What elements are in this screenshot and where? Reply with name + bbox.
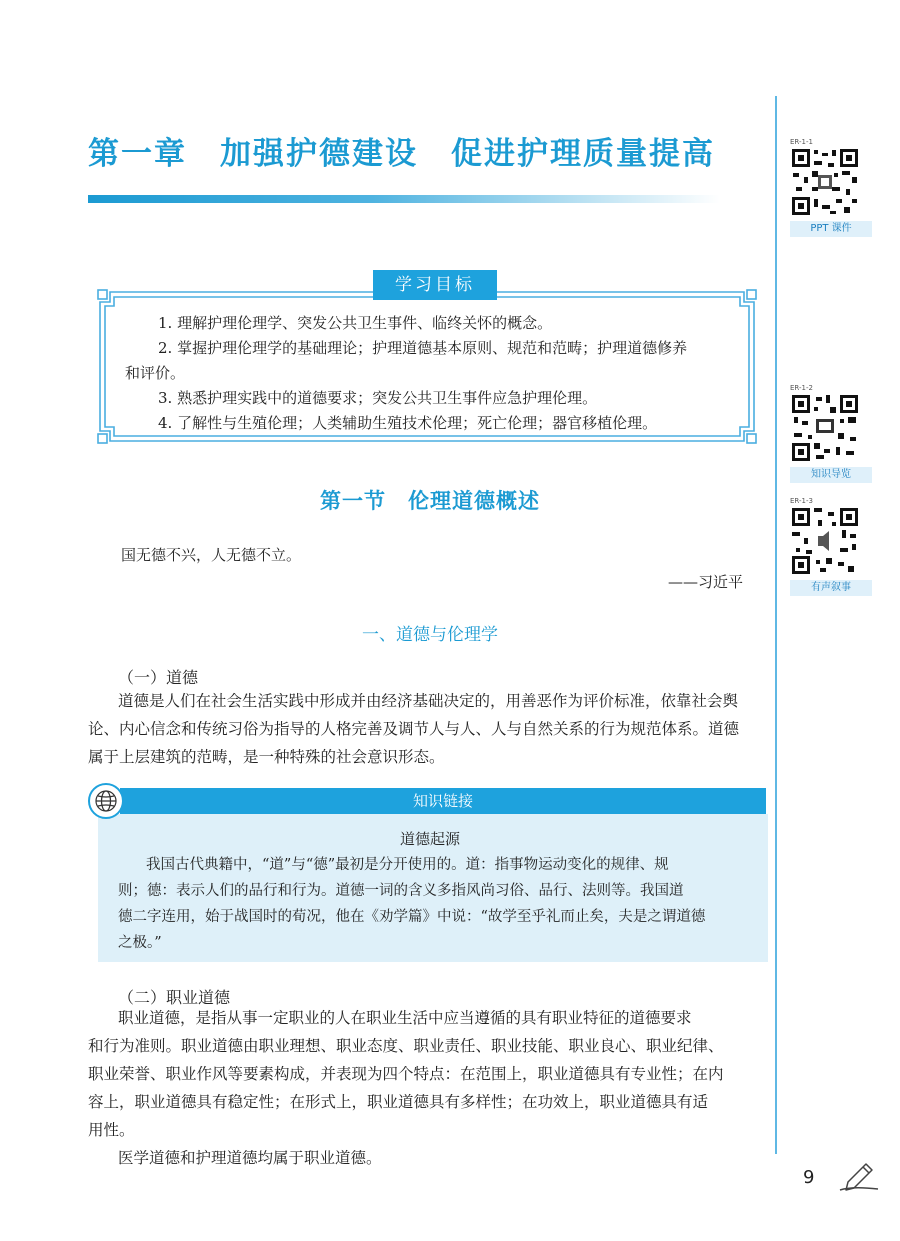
text-line: 道德是人们在社会生活实践中形成并由经济基础决定的，用善恶作为评价标准，依靠社会舆 [118,692,739,710]
pencil-icon [838,1158,880,1192]
goal-item: 2. 掌握护理伦理学的基础理论；护理道德基本原则、规范和范畴；护理道德修养 [158,339,688,357]
learning-goals-heading: 学习目标 [373,270,497,300]
text-line: 和行为准则。职业道德由职业理想、职业态度、职业责任、职业技能、职业良心、职业纪律、 [88,1037,724,1055]
knowledge-link-text [118,852,760,956]
chapter-title: 第一章 加强护德建设 促进护理质量提高 [88,136,715,172]
text-line: 职业荣誉、职业作风等要素构成，并表现为四个特点：在范围上，职业道德具有专业性；在内 [88,1065,724,1083]
qr-code-icon[interactable] [790,393,860,463]
paragraph-professional-ethics [88,1004,766,1172]
knowledge-link-bar: 知识链接 [120,788,766,814]
resource-label: 知识导览 [790,467,872,483]
text-line: 我国古代典籍中，“道”与“德”最初是分开使用的。道：指事物运动变化的规律、规 [146,857,669,873]
goal-item: 1. 理解护理伦理学、突发公共卫生事件、临终关怀的概念。 [158,314,553,332]
qr-code-icon[interactable] [790,506,860,576]
text-line: 医学道德和护理道德均属于职业道德。 [118,1149,382,1167]
goal-item-continued: 和评价。 [125,364,186,382]
paragraph-morality [88,687,766,771]
globe-icon [88,783,124,819]
resource-code: ER-1-3 [790,497,813,505]
resource-code: ER-1-2 [790,384,813,392]
resource-label: 有声叙事 [790,580,872,596]
resource-label: PPT 课件 [790,221,872,237]
resource-code: ER-1-1 [790,138,813,146]
text-line: 用性。 [88,1121,135,1139]
heading-professional-ethics: （二）职业道德 [118,988,231,1007]
goal-item: 3. 熟悉护理实践中的道德要求；突发公共卫生事件应急护理伦理。 [158,389,598,407]
qr-code-icon[interactable] [790,147,860,217]
resource-guide[interactable] [790,384,868,483]
text-line: 之极。” [118,935,162,951]
heading-morality: （一）道德 [118,668,199,687]
goal-item: 4. 了解性与生殖伦理；人类辅助生殖技术伦理；死亡伦理；器官移植伦理。 [158,414,658,432]
text-line: 则；德：表示人们的品行和行为。道德一词的含义多指风尚习俗、品行、法则等。我国道 [118,883,684,899]
section-title: 第一节 伦理道德概述 [320,489,540,513]
page-number: 9 [803,1167,815,1188]
knowledge-link-title: 道德起源 [399,830,460,848]
text-line: 属于上层建筑的范畴，是一种特殊的社会意识形态。 [88,748,445,766]
resource-ppt[interactable] [790,138,868,237]
epigraph-author: ——习近平 [668,573,744,591]
text-line: 职业道德，是指从事一定职业的人在职业生活中应当遵循的具有职业特征的道德要求 [118,1009,692,1027]
epigraph-quote: 国无德不兴，人无德不立。 [121,546,302,564]
text-line: 德二字连用，始于战国时的荀况，他在《劝学篇》中说：“故学至乎礼而止矣，夫是之谓道德 [118,909,706,925]
title-underline [88,195,720,203]
subsection-title: 一、道德与伦理学 [362,625,498,645]
text-line: 容上，职业道德具有稳定性；在形式上，职业道德具有多样性；在功效上，职业道德具有适 [88,1093,709,1111]
text-line: 论、内心信念和传统习俗为指导的人格完善及调节人与人、人与自然关系的行为规范体系。道德 [88,720,740,738]
